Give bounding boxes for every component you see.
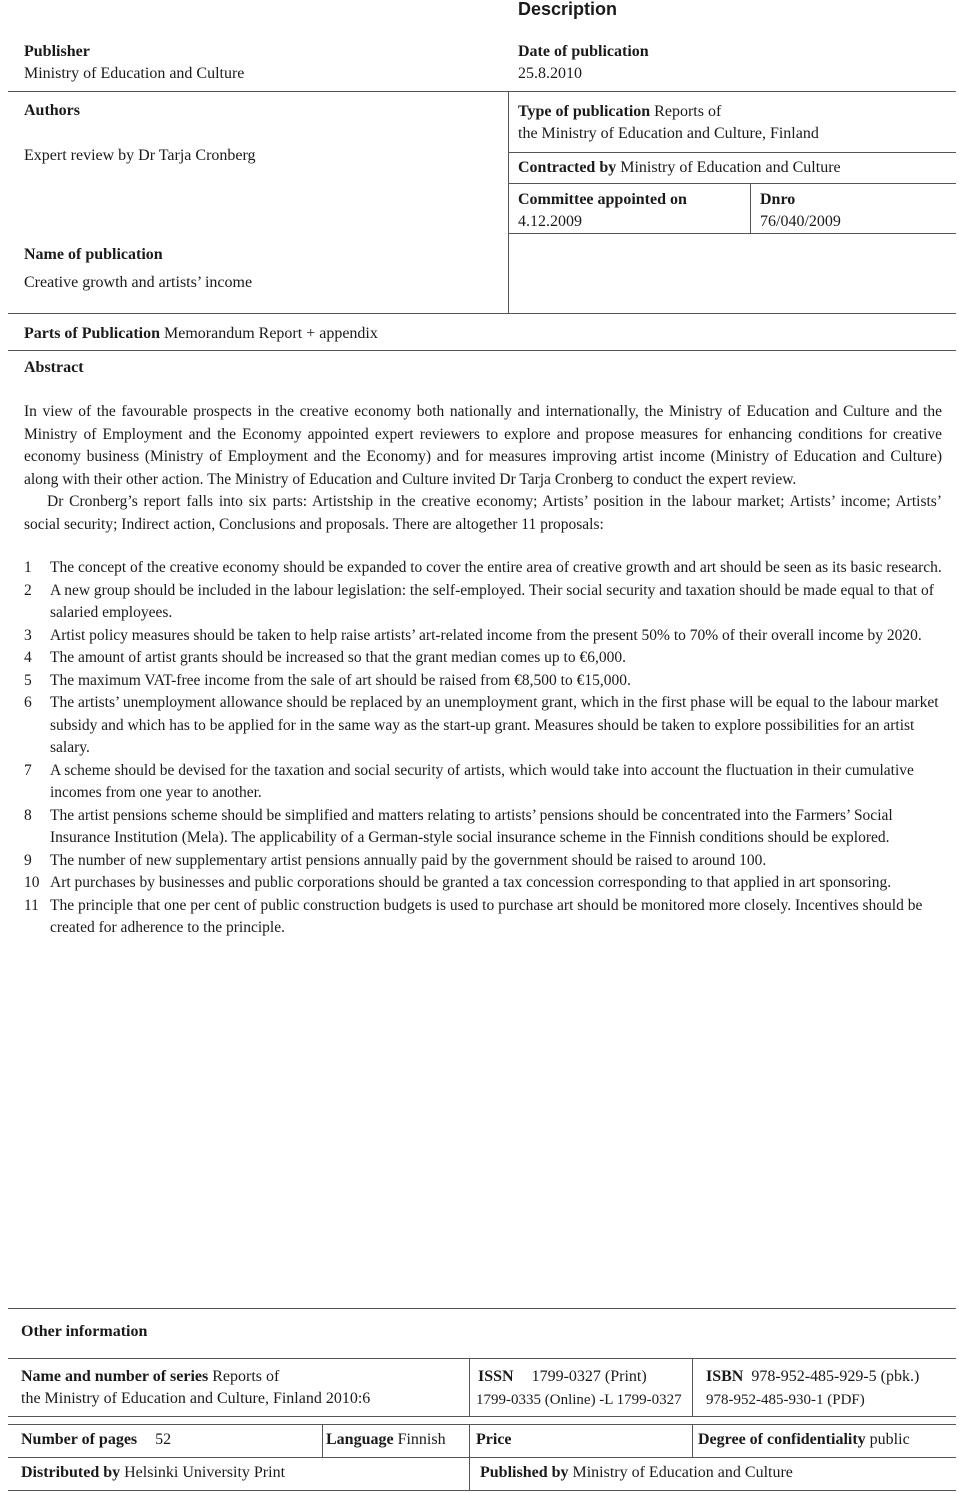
proposal-text: The number of new supplementary artist pensions annually paid by the government should be raised to around 100. xyxy=(50,851,767,869)
proposal-item xyxy=(24,647,942,670)
divider-pages-vertical-1 xyxy=(322,1424,323,1457)
proposal-text: The maximum VAT-free income from the sale of art should be raised from €8,500 to €15,000. xyxy=(50,671,631,689)
dnro-value: 76/040/2009 xyxy=(760,213,841,230)
type-label: Type of publication xyxy=(518,103,651,120)
abstract-body xyxy=(24,401,942,940)
published-by xyxy=(480,1462,793,1484)
other-info-label: Other information xyxy=(21,1323,148,1340)
proposal-text: The artists’ unemployment allowance should be replaced by an unemployment grant, which in the first phase will be equal to the labour market subsidy and which has to be applied for in the same way as the start-up grant. Measures should be taken to explore possibilities for an artist salary. xyxy=(50,694,939,756)
parts-value: Memorandum Report + appendix xyxy=(164,325,378,342)
authors-label: Authors xyxy=(24,102,81,119)
divider-distributed xyxy=(8,1457,956,1458)
language-value: Finnish xyxy=(397,1431,446,1448)
proposal-text: The concept of the creative economy should be expanded to cover the entire area of creative growth and art should be seen as its basic research. xyxy=(50,559,942,576)
proposal-item xyxy=(24,625,942,648)
parts-label: Parts of Publication xyxy=(24,325,160,342)
committee-value: 4.12.2009 xyxy=(518,213,582,230)
abstract-paragraph: Dr Cronberg’s report falls into six parts: Artistship in the creative economy; Artists’ position in the labour market; Artists’ income; Artists’ social security; Indirect action, Conclusions and proposals. There are altogether 11 proposals: xyxy=(24,493,942,533)
divider-type xyxy=(508,152,956,153)
distributed-by xyxy=(21,1462,285,1484)
parts-of-publication xyxy=(24,323,378,345)
language-label: Language xyxy=(326,1431,394,1448)
divider-pages-vertical-2 xyxy=(469,1424,470,1457)
publisher-label: Publisher xyxy=(24,43,90,60)
confidentiality xyxy=(698,1429,910,1451)
divider-top-vertical xyxy=(508,91,509,313)
confidentiality-value: public xyxy=(869,1431,910,1448)
date-label: Date of publication xyxy=(518,43,649,60)
proposal-item xyxy=(24,805,942,850)
contracted-by xyxy=(518,157,841,179)
proposal-number: 1 xyxy=(24,559,32,576)
proposal-text: The principle that one per cent of public construction budgets is used to purchase art should be monitored more closely. Incentives should be created for adherence to the principle. xyxy=(50,896,923,936)
distributed-label: Distributed by xyxy=(21,1464,121,1481)
divider-pages xyxy=(8,1416,956,1417)
date-value: 25.8.2010 xyxy=(518,65,582,82)
proposal-text: Artist policy measures should be taken to help raise artists’ art-related income from the present 50% to 70% of their overall income by 2020. xyxy=(50,626,922,644)
proposal-item xyxy=(24,895,942,940)
proposal-text: A scheme should be devised for the taxation and social security of artists, which would take into account the fluctuation in their cumulative incomes from one year to another. xyxy=(50,761,914,801)
proposal-number: 4 xyxy=(24,649,32,666)
divider-bottom xyxy=(8,1490,956,1491)
divider-pages-inner xyxy=(8,1424,956,1425)
series-label: Name and number of series xyxy=(21,1368,209,1385)
proposal-number: 6 xyxy=(24,694,32,711)
series-value-1: Reports of xyxy=(212,1368,280,1385)
divider-parts xyxy=(8,350,956,351)
proposal-text: Art purchases by businesses and public corporations should be granted a tax concession corresponding to that applied in art sponsoring. xyxy=(50,874,892,891)
series-name xyxy=(21,1366,279,1388)
proposal-number: 10 xyxy=(24,874,40,891)
contracted-value: Ministry of Education and Culture xyxy=(620,159,841,176)
confidentiality-label: Degree of confidentiality xyxy=(698,1431,866,1448)
proposal-number: 3 xyxy=(24,626,32,644)
proposal-number: 11 xyxy=(24,896,39,914)
proposal-item xyxy=(24,872,942,895)
page-title: Description xyxy=(518,0,618,19)
distributed-value: Helsinki University Print xyxy=(124,1464,286,1481)
name-label: Name of publication xyxy=(24,246,163,263)
divider-dnro xyxy=(508,233,956,234)
pages-label: Number of pages xyxy=(21,1431,138,1448)
divider-pages-vertical-3 xyxy=(692,1424,693,1457)
proposal-text: The amount of artist grants should be increased so that the grant median comes up to €6,000. xyxy=(50,649,626,666)
divider-distributed-vertical xyxy=(469,1457,470,1490)
committee-label: Committee appointed on xyxy=(518,191,687,208)
issn-online: 1799-0335 (Online) -L 1799-0327 xyxy=(476,1392,682,1408)
language xyxy=(326,1429,446,1451)
authors-value: Expert review by Dr Tarja Cronberg xyxy=(24,147,256,164)
price-label: Price xyxy=(476,1431,512,1448)
isbn-pdf: 978-952-485-930-1 (PDF) xyxy=(706,1392,865,1408)
isbn-label: ISBN xyxy=(706,1368,744,1385)
publisher-value: Ministry of Education and Culture xyxy=(24,65,245,82)
proposal-text: A new group should be included in the labour legislation: the self-employed. Their social security and taxation should be made equal to that of salaried employees. xyxy=(50,581,934,621)
divider-top xyxy=(8,91,956,92)
divider-contracted xyxy=(508,183,956,184)
type-value-2: the Ministry of Education and Culture, Finland xyxy=(518,125,819,142)
isbn-pbk: 978-952-485-929-5 (pbk.) xyxy=(751,1368,920,1385)
name-value: Creative growth and artists’ income xyxy=(24,274,253,291)
issn xyxy=(478,1366,647,1388)
proposal-number: 5 xyxy=(24,671,32,689)
abstract-paragraph: In view of the favourable prospects in the creative economy both nationally and internationally, the Ministry of Education and Culture and the Ministry of Employment and the Economy appointed expert reviewers to explore and propose measures for enhancing conditions for creative economy business (Ministry of Employment and the Economy) and for measures improving artist income (Ministry of Education and Culture) along with their other action. The Ministry of Education and Culture invited Dr Tarja Cronberg to conduct the expert review. xyxy=(24,403,942,488)
abstract-label: Abstract xyxy=(24,359,84,376)
series-value-2: the Ministry of Education and Culture, Finland 2010:6 xyxy=(21,1390,371,1407)
proposal-text: The artist pensions scheme should be simplified and matters relating to artists’ pensions should be concentrated into the Farmers’ Social Insurance Institution (Mela). The applicability of a German-style social insurance scheme in the Finnish conditions should be explored. xyxy=(50,806,893,846)
proposal-item xyxy=(24,692,942,760)
proposal-item xyxy=(24,760,942,805)
published-label: Published by xyxy=(480,1464,569,1481)
proposal-item xyxy=(24,580,942,625)
proposal-item xyxy=(24,557,942,580)
isbn xyxy=(706,1366,919,1388)
contracted-label: Contracted by xyxy=(518,159,617,176)
proposal-item xyxy=(24,850,942,873)
type-value-1: Reports of xyxy=(654,103,722,120)
issn-print: 1799-0327 (Print) xyxy=(531,1368,647,1385)
proposal-number: 7 xyxy=(24,761,32,779)
proposals-list xyxy=(24,557,942,940)
divider-series-vertical-1 xyxy=(469,1358,470,1416)
number-of-pages xyxy=(21,1429,171,1451)
proposal-item xyxy=(24,670,942,693)
divider-committee-vertical xyxy=(750,183,751,233)
dnro-label: Dnro xyxy=(760,191,796,208)
divider-other xyxy=(8,1308,956,1309)
divider-name xyxy=(8,313,956,314)
pages-value: 52 xyxy=(155,1431,172,1448)
proposal-number: 2 xyxy=(24,581,32,599)
issn-label: ISSN xyxy=(478,1368,514,1385)
proposal-number: 9 xyxy=(24,851,32,869)
published-value: Ministry of Education and Culture xyxy=(572,1464,793,1481)
divider-series xyxy=(8,1358,956,1359)
proposal-number: 8 xyxy=(24,806,32,824)
type-of-publication xyxy=(518,101,721,123)
divider-series-vertical-2 xyxy=(692,1358,693,1416)
